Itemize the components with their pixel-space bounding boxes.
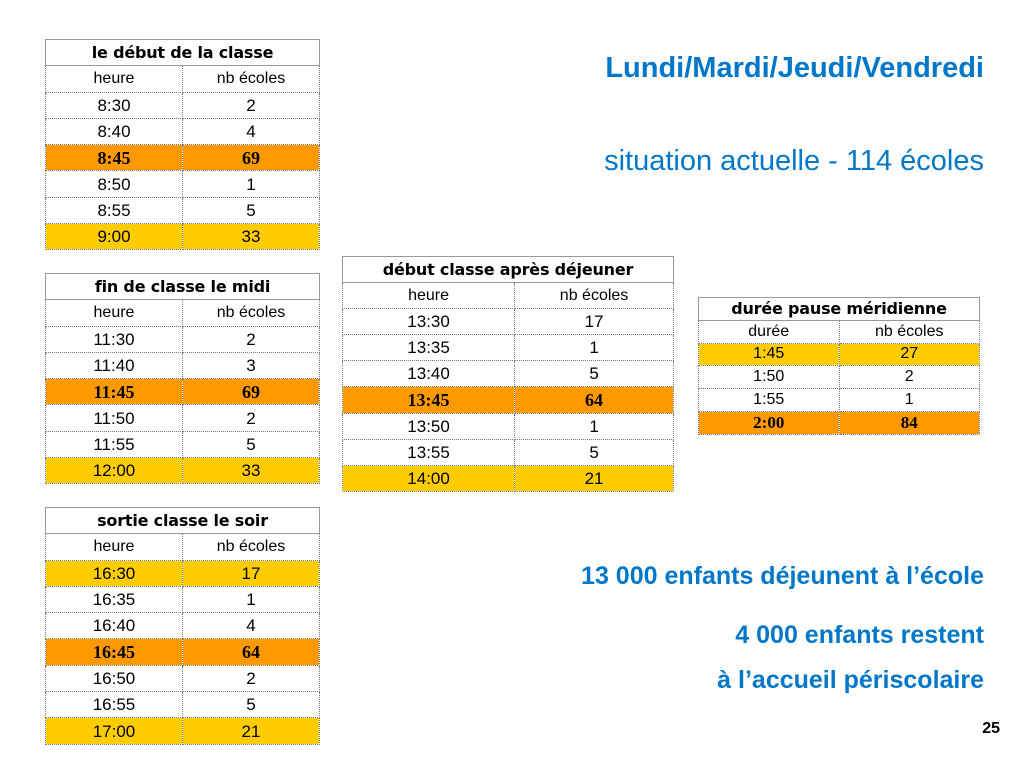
- cell-nb-ecoles: 17: [183, 560, 320, 586]
- table-row: [46, 431, 320, 457]
- cell-nb-ecoles: 33: [183, 458, 320, 484]
- cell-nb-ecoles: 1: [839, 389, 980, 412]
- cell-nb-ecoles: 1: [183, 171, 320, 197]
- cell-heure: 16:30: [46, 560, 183, 586]
- cell-nb-ecoles: 1: [515, 335, 674, 361]
- cell-heure: 16:35: [46, 586, 183, 612]
- cell-nb-ecoles: 5: [515, 439, 674, 465]
- table-row: [46, 197, 320, 223]
- table-debut-classe-apres-dejeuner: [342, 256, 674, 492]
- cell-nb-ecoles: 4: [183, 613, 320, 639]
- cell-heure: 14:00: [343, 465, 515, 491]
- table-duree-pause-meridienne: [698, 297, 980, 435]
- column-header-heure: heure: [46, 66, 183, 92]
- table-row: [343, 309, 674, 335]
- cell-heure: 8:55: [46, 197, 183, 223]
- table-row: [699, 366, 980, 389]
- table-header-row: [46, 300, 320, 326]
- cell-heure: 11:30: [46, 326, 183, 352]
- table-header-row: [699, 320, 980, 343]
- column-header-duree: durée: [699, 320, 840, 343]
- cell-heure: 13:50: [343, 413, 515, 439]
- cell-nb-ecoles: 1: [183, 586, 320, 612]
- cell-heure: 11:40: [46, 352, 183, 378]
- note-enfants-restent: 4 000 enfants restent: [735, 621, 984, 649]
- cell-nb-ecoles: 2: [183, 326, 320, 352]
- cell-nb-ecoles: 2: [839, 366, 980, 389]
- column-header-nb-ecoles: nb écoles: [183, 534, 320, 560]
- table-title: sortie classe le soir: [46, 508, 320, 534]
- table-fin-classe-midi: [45, 273, 320, 484]
- cell-nb-ecoles: 33: [183, 224, 320, 250]
- cell-nb-ecoles: 1: [515, 413, 674, 439]
- table-row-highlight: [46, 560, 320, 586]
- cell-nb-ecoles: 5: [183, 431, 320, 457]
- table-row: [46, 326, 320, 352]
- table-header-row: [343, 283, 674, 309]
- cell-duree: 2:00: [699, 411, 840, 434]
- column-header-heure: heure: [46, 300, 183, 326]
- table-debut-classe: [45, 39, 320, 250]
- cell-heure: 16:45: [46, 639, 183, 665]
- cell-heure: 12:00: [46, 458, 183, 484]
- table-row: [46, 586, 320, 612]
- cell-nb-ecoles: 21: [515, 465, 674, 491]
- table-row: [699, 389, 980, 412]
- column-header-nb-ecoles: nb écoles: [183, 300, 320, 326]
- table-row-highlight: [46, 458, 320, 484]
- table-row-highlight: [46, 639, 320, 665]
- column-header-heure: heure: [343, 283, 515, 309]
- table-sortie-classe-soir: [45, 507, 320, 745]
- table-row: [46, 692, 320, 718]
- cell-heure: 13:40: [343, 361, 515, 387]
- cell-heure: 13:30: [343, 309, 515, 335]
- table-header-row: [46, 66, 320, 92]
- note-enfants-dejeunent: 13 000 enfants déjeunent à l’école: [581, 562, 984, 590]
- table-row-highlight: [343, 465, 674, 491]
- table-row-highlight: [46, 224, 320, 250]
- cell-nb-ecoles: 5: [183, 197, 320, 223]
- cell-heure: 8:30: [46, 92, 183, 118]
- cell-heure: 13:45: [343, 387, 515, 413]
- cell-nb-ecoles: 69: [183, 145, 320, 171]
- slide-title: Lundi/Mardi/Jeudi/Vendredi: [605, 52, 984, 84]
- table-row: [343, 361, 674, 387]
- slide-subtitle: situation actuelle - 114 écoles: [604, 145, 984, 177]
- cell-heure: 8:45: [46, 145, 183, 171]
- cell-duree: 1:45: [699, 343, 840, 366]
- cell-nb-ecoles: 2: [183, 405, 320, 431]
- table-row: [46, 118, 320, 144]
- note-accueil-periscolaire: à l’accueil périscolaire: [717, 666, 984, 694]
- cell-nb-ecoles: 17: [515, 309, 674, 335]
- cell-heure: 16:40: [46, 613, 183, 639]
- cell-heure: 13:35: [343, 335, 515, 361]
- cell-heure: 16:55: [46, 692, 183, 718]
- cell-heure: 11:50: [46, 405, 183, 431]
- table-row: [46, 171, 320, 197]
- cell-heure: 9:00: [46, 224, 183, 250]
- cell-nb-ecoles: 2: [183, 665, 320, 691]
- cell-nb-ecoles: 3: [183, 352, 320, 378]
- cell-heure: 17:00: [46, 718, 183, 744]
- table-row-highlight: [699, 343, 980, 366]
- cell-nb-ecoles: 64: [515, 387, 674, 413]
- cell-duree: 1:55: [699, 389, 840, 412]
- table-row: [46, 613, 320, 639]
- column-header-heure: heure: [46, 534, 183, 560]
- table-row: [343, 335, 674, 361]
- table-row-highlight: [46, 145, 320, 171]
- table-row: [46, 665, 320, 691]
- cell-nb-ecoles: 69: [183, 379, 320, 405]
- table-title: durée pause méridienne: [699, 298, 980, 321]
- cell-nb-ecoles: 21: [183, 718, 320, 744]
- table-row: [343, 439, 674, 465]
- cell-nb-ecoles: 2: [183, 92, 320, 118]
- table-title: le début de la classe: [46, 40, 320, 66]
- table-title: fin de classe le midi: [46, 274, 320, 300]
- table-header-row: [46, 534, 320, 560]
- table-row-highlight: [699, 411, 980, 434]
- table-title: début classe après déjeuner: [343, 257, 674, 283]
- cell-nb-ecoles: 64: [183, 639, 320, 665]
- table-row: [46, 352, 320, 378]
- cell-heure: 11:45: [46, 379, 183, 405]
- cell-heure: 8:50: [46, 171, 183, 197]
- table-row: [46, 92, 320, 118]
- cell-nb-ecoles: 27: [839, 343, 980, 366]
- cell-heure: 13:55: [343, 439, 515, 465]
- cell-heure: 8:40: [46, 118, 183, 144]
- cell-heure: 16:50: [46, 665, 183, 691]
- cell-heure: 11:55: [46, 431, 183, 457]
- cell-nb-ecoles: 5: [515, 361, 674, 387]
- page-number: 25: [982, 720, 1000, 737]
- table-row-highlight: [46, 718, 320, 744]
- column-header-nb-ecoles: nb écoles: [183, 66, 320, 92]
- table-row: [343, 413, 674, 439]
- cell-nb-ecoles: 84: [839, 411, 980, 434]
- cell-nb-ecoles: 5: [183, 692, 320, 718]
- cell-duree: 1:50: [699, 366, 840, 389]
- table-row-highlight: [343, 387, 674, 413]
- column-header-nb-ecoles: nb écoles: [515, 283, 674, 309]
- cell-nb-ecoles: 4: [183, 118, 320, 144]
- column-header-nb-ecoles: nb écoles: [839, 320, 980, 343]
- table-row-highlight: [46, 379, 320, 405]
- table-row: [46, 405, 320, 431]
